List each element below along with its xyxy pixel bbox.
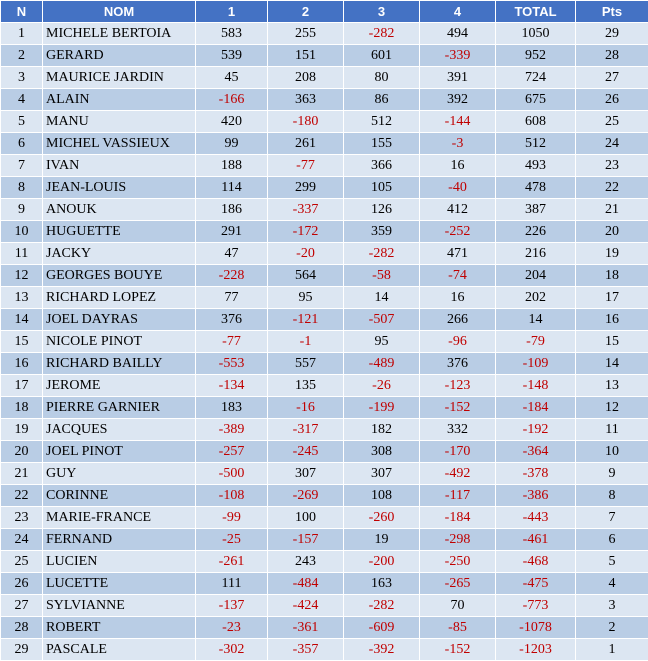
cell-round-1: -500 bbox=[196, 463, 268, 485]
cell-round-1: 539 bbox=[196, 45, 268, 67]
cell-n: 21 bbox=[1, 463, 43, 485]
cell-round-4: -117 bbox=[420, 485, 496, 507]
cell-round-1: 45 bbox=[196, 67, 268, 89]
cell-nom: LUCIEN bbox=[43, 551, 196, 573]
cell-round-4: 266 bbox=[420, 309, 496, 331]
cell-round-3: -199 bbox=[344, 397, 420, 419]
cell-nom: RICHARD BAILLY bbox=[43, 353, 196, 375]
table-row bbox=[1, 265, 648, 287]
cell-total: 14 bbox=[496, 309, 576, 331]
cell-nom: MANU bbox=[43, 111, 196, 133]
table-row bbox=[1, 133, 648, 155]
cell-pts: 22 bbox=[576, 177, 648, 199]
cell-n: 25 bbox=[1, 551, 43, 573]
cell-pts: 21 bbox=[576, 199, 648, 221]
cell-nom: HUGUETTE bbox=[43, 221, 196, 243]
cell-round-1: 188 bbox=[196, 155, 268, 177]
cell-total: -468 bbox=[496, 551, 576, 573]
header-round-2: 2 bbox=[268, 1, 344, 23]
cell-nom: NICOLE PINOT bbox=[43, 331, 196, 353]
cell-n: 3 bbox=[1, 67, 43, 89]
cell-round-1: -261 bbox=[196, 551, 268, 573]
cell-nom: JEROME bbox=[43, 375, 196, 397]
cell-round-2: 100 bbox=[268, 507, 344, 529]
cell-round-2: -245 bbox=[268, 441, 344, 463]
table-row bbox=[1, 331, 648, 353]
cell-round-2: 557 bbox=[268, 353, 344, 375]
table-row bbox=[1, 353, 648, 375]
cell-round-4: 16 bbox=[420, 287, 496, 309]
cell-nom: LUCETTE bbox=[43, 573, 196, 595]
table-row bbox=[1, 111, 648, 133]
cell-n: 18 bbox=[1, 397, 43, 419]
cell-round-2: 135 bbox=[268, 375, 344, 397]
table-row bbox=[1, 463, 648, 485]
cell-round-2: -172 bbox=[268, 221, 344, 243]
cell-round-1: 114 bbox=[196, 177, 268, 199]
table-body bbox=[1, 23, 648, 661]
cell-round-3: -58 bbox=[344, 265, 420, 287]
cell-pts: 17 bbox=[576, 287, 648, 309]
header-n: N bbox=[1, 1, 43, 23]
cell-round-4: -184 bbox=[420, 507, 496, 529]
cell-pts: 26 bbox=[576, 89, 648, 111]
cell-round-4: 412 bbox=[420, 199, 496, 221]
cell-round-2: -121 bbox=[268, 309, 344, 331]
cell-round-2: -1 bbox=[268, 331, 344, 353]
cell-round-3: 182 bbox=[344, 419, 420, 441]
cell-total: -475 bbox=[496, 573, 576, 595]
cell-nom: IVAN bbox=[43, 155, 196, 177]
table-row bbox=[1, 485, 648, 507]
cell-nom: SYLVIANNE bbox=[43, 595, 196, 617]
cell-total: -79 bbox=[496, 331, 576, 353]
cell-round-4: 70 bbox=[420, 595, 496, 617]
cell-round-1: 186 bbox=[196, 199, 268, 221]
cell-round-2: 261 bbox=[268, 133, 344, 155]
cell-round-4: 471 bbox=[420, 243, 496, 265]
table-row bbox=[1, 639, 648, 661]
cell-pts: 7 bbox=[576, 507, 648, 529]
cell-round-2: 299 bbox=[268, 177, 344, 199]
cell-n: 12 bbox=[1, 265, 43, 287]
cell-round-4: 332 bbox=[420, 419, 496, 441]
cell-round-4: -265 bbox=[420, 573, 496, 595]
cell-round-2: 151 bbox=[268, 45, 344, 67]
header-pts: Pts bbox=[576, 1, 648, 23]
cell-n: 4 bbox=[1, 89, 43, 111]
cell-round-3: -507 bbox=[344, 309, 420, 331]
cell-round-2: -424 bbox=[268, 595, 344, 617]
cell-n: 27 bbox=[1, 595, 43, 617]
cell-round-3: -200 bbox=[344, 551, 420, 573]
cell-nom: JACQUES bbox=[43, 419, 196, 441]
cell-round-1: -166 bbox=[196, 89, 268, 111]
cell-round-2: -16 bbox=[268, 397, 344, 419]
cell-nom: JACKY bbox=[43, 243, 196, 265]
cell-pts: 23 bbox=[576, 155, 648, 177]
cell-n: 23 bbox=[1, 507, 43, 529]
table-row bbox=[1, 507, 648, 529]
cell-pts: 19 bbox=[576, 243, 648, 265]
cell-pts: 12 bbox=[576, 397, 648, 419]
cell-round-2: -157 bbox=[268, 529, 344, 551]
cell-round-1: -302 bbox=[196, 639, 268, 661]
cell-nom: MICHEL VASSIEUX bbox=[43, 133, 196, 155]
header-round-3: 3 bbox=[344, 1, 420, 23]
cell-n: 13 bbox=[1, 287, 43, 309]
cell-total: 724 bbox=[496, 67, 576, 89]
cell-n: 17 bbox=[1, 375, 43, 397]
cell-pts: 8 bbox=[576, 485, 648, 507]
table-row bbox=[1, 287, 648, 309]
cell-round-3: -282 bbox=[344, 23, 420, 45]
cell-total: 512 bbox=[496, 133, 576, 155]
cell-nom: ROBERT bbox=[43, 617, 196, 639]
cell-round-4: -74 bbox=[420, 265, 496, 287]
cell-pts: 6 bbox=[576, 529, 648, 551]
cell-total: -192 bbox=[496, 419, 576, 441]
cell-round-2: -180 bbox=[268, 111, 344, 133]
cell-n: 26 bbox=[1, 573, 43, 595]
cell-round-3: -489 bbox=[344, 353, 420, 375]
cell-n: 20 bbox=[1, 441, 43, 463]
header-total: TOTAL bbox=[496, 1, 576, 23]
cell-round-1: 583 bbox=[196, 23, 268, 45]
cell-nom: RICHARD LOPEZ bbox=[43, 287, 196, 309]
table-row bbox=[1, 595, 648, 617]
cell-round-1: -77 bbox=[196, 331, 268, 353]
cell-round-1: -134 bbox=[196, 375, 268, 397]
cell-total: 202 bbox=[496, 287, 576, 309]
cell-round-1: 77 bbox=[196, 287, 268, 309]
table-row bbox=[1, 23, 648, 45]
cell-round-3: 86 bbox=[344, 89, 420, 111]
cell-n: 11 bbox=[1, 243, 43, 265]
cell-nom: JOEL DAYRAS bbox=[43, 309, 196, 331]
cell-round-1: 420 bbox=[196, 111, 268, 133]
cell-nom: PIERRE GARNIER bbox=[43, 397, 196, 419]
cell-round-4: -170 bbox=[420, 441, 496, 463]
cell-n: 16 bbox=[1, 353, 43, 375]
cell-round-3: 601 bbox=[344, 45, 420, 67]
cell-round-4: 494 bbox=[420, 23, 496, 45]
cell-round-1: -389 bbox=[196, 419, 268, 441]
cell-n: 1 bbox=[1, 23, 43, 45]
cell-round-4: -40 bbox=[420, 177, 496, 199]
cell-pts: 2 bbox=[576, 617, 648, 639]
cell-round-2: -484 bbox=[268, 573, 344, 595]
cell-pts: 9 bbox=[576, 463, 648, 485]
cell-n: 5 bbox=[1, 111, 43, 133]
cell-round-1: -108 bbox=[196, 485, 268, 507]
cell-pts: 3 bbox=[576, 595, 648, 617]
cell-n: 6 bbox=[1, 133, 43, 155]
cell-round-4: -298 bbox=[420, 529, 496, 551]
cell-round-4: -144 bbox=[420, 111, 496, 133]
cell-pts: 29 bbox=[576, 23, 648, 45]
cell-n: 22 bbox=[1, 485, 43, 507]
cell-round-3: 359 bbox=[344, 221, 420, 243]
cell-total: 204 bbox=[496, 265, 576, 287]
cell-round-1: -137 bbox=[196, 595, 268, 617]
cell-round-3: -260 bbox=[344, 507, 420, 529]
cell-round-1: -257 bbox=[196, 441, 268, 463]
cell-round-3: -282 bbox=[344, 243, 420, 265]
cell-round-2: 255 bbox=[268, 23, 344, 45]
cell-pts: 5 bbox=[576, 551, 648, 573]
table-row bbox=[1, 573, 648, 595]
cell-total: -184 bbox=[496, 397, 576, 419]
cell-nom: ANOUK bbox=[43, 199, 196, 221]
cell-round-4: 16 bbox=[420, 155, 496, 177]
cell-round-2: -77 bbox=[268, 155, 344, 177]
cell-round-3: 105 bbox=[344, 177, 420, 199]
cell-pts: 20 bbox=[576, 221, 648, 243]
cell-round-1: 183 bbox=[196, 397, 268, 419]
table-row bbox=[1, 155, 648, 177]
header-row bbox=[1, 1, 648, 23]
cell-round-3: 163 bbox=[344, 573, 420, 595]
cell-total: -109 bbox=[496, 353, 576, 375]
cell-n: 2 bbox=[1, 45, 43, 67]
cell-round-4: -492 bbox=[420, 463, 496, 485]
cell-pts: 1 bbox=[576, 639, 648, 661]
cell-nom: ALAIN bbox=[43, 89, 196, 111]
cell-round-3: 108 bbox=[344, 485, 420, 507]
cell-n: 15 bbox=[1, 331, 43, 353]
cell-total: 608 bbox=[496, 111, 576, 133]
cell-total: 493 bbox=[496, 155, 576, 177]
cell-round-3: 155 bbox=[344, 133, 420, 155]
cell-round-2: -20 bbox=[268, 243, 344, 265]
cell-round-2: 208 bbox=[268, 67, 344, 89]
cell-round-1: -99 bbox=[196, 507, 268, 529]
cell-round-4: 392 bbox=[420, 89, 496, 111]
cell-total: -443 bbox=[496, 507, 576, 529]
table-row bbox=[1, 89, 648, 111]
table-row bbox=[1, 529, 648, 551]
cell-nom: JOEL PINOT bbox=[43, 441, 196, 463]
table-row bbox=[1, 67, 648, 89]
cell-pts: 28 bbox=[576, 45, 648, 67]
cell-n: 28 bbox=[1, 617, 43, 639]
cell-round-3: -609 bbox=[344, 617, 420, 639]
cell-round-3: -26 bbox=[344, 375, 420, 397]
cell-n: 7 bbox=[1, 155, 43, 177]
cell-total: -364 bbox=[496, 441, 576, 463]
cell-total: 478 bbox=[496, 177, 576, 199]
cell-round-2: 363 bbox=[268, 89, 344, 111]
table-row bbox=[1, 199, 648, 221]
cell-pts: 25 bbox=[576, 111, 648, 133]
cell-n: 19 bbox=[1, 419, 43, 441]
cell-total: 216 bbox=[496, 243, 576, 265]
cell-round-2: -269 bbox=[268, 485, 344, 507]
cell-round-2: -361 bbox=[268, 617, 344, 639]
cell-round-4: -152 bbox=[420, 639, 496, 661]
cell-round-2: -317 bbox=[268, 419, 344, 441]
cell-round-2: 307 bbox=[268, 463, 344, 485]
cell-total: 1050 bbox=[496, 23, 576, 45]
cell-round-1: -553 bbox=[196, 353, 268, 375]
cell-round-1: 47 bbox=[196, 243, 268, 265]
cell-nom: MAURICE JARDIN bbox=[43, 67, 196, 89]
cell-total: -378 bbox=[496, 463, 576, 485]
cell-nom: FERNAND bbox=[43, 529, 196, 551]
header-round-1: 1 bbox=[196, 1, 268, 23]
table-row bbox=[1, 243, 648, 265]
cell-round-2: 95 bbox=[268, 287, 344, 309]
cell-round-3: 308 bbox=[344, 441, 420, 463]
cell-round-3: 19 bbox=[344, 529, 420, 551]
cell-n: 8 bbox=[1, 177, 43, 199]
cell-n: 14 bbox=[1, 309, 43, 331]
cell-pts: 15 bbox=[576, 331, 648, 353]
table-row bbox=[1, 177, 648, 199]
cell-nom: MICHELE BERTOIA bbox=[43, 23, 196, 45]
cell-round-4: 391 bbox=[420, 67, 496, 89]
cell-total: 675 bbox=[496, 89, 576, 111]
table-row bbox=[1, 375, 648, 397]
cell-round-3: 95 bbox=[344, 331, 420, 353]
cell-round-1: -25 bbox=[196, 529, 268, 551]
cell-round-3: 512 bbox=[344, 111, 420, 133]
cell-round-3: 80 bbox=[344, 67, 420, 89]
cell-round-4: -252 bbox=[420, 221, 496, 243]
table-row bbox=[1, 419, 648, 441]
cell-nom: GEORGES BOUYE bbox=[43, 265, 196, 287]
table-row bbox=[1, 221, 648, 243]
cell-round-1: 291 bbox=[196, 221, 268, 243]
table-row bbox=[1, 441, 648, 463]
cell-total: 226 bbox=[496, 221, 576, 243]
table-row bbox=[1, 397, 648, 419]
cell-round-1: -228 bbox=[196, 265, 268, 287]
cell-total: -1078 bbox=[496, 617, 576, 639]
cell-round-3: 126 bbox=[344, 199, 420, 221]
cell-round-2: 243 bbox=[268, 551, 344, 573]
cell-nom: GUY bbox=[43, 463, 196, 485]
cell-round-1: 99 bbox=[196, 133, 268, 155]
cell-round-4: -3 bbox=[420, 133, 496, 155]
cell-nom: MARIE-FRANCE bbox=[43, 507, 196, 529]
cell-n: 9 bbox=[1, 199, 43, 221]
cell-total: 387 bbox=[496, 199, 576, 221]
cell-round-4: -96 bbox=[420, 331, 496, 353]
cell-n: 24 bbox=[1, 529, 43, 551]
table-row bbox=[1, 45, 648, 67]
table-row bbox=[1, 551, 648, 573]
cell-pts: 16 bbox=[576, 309, 648, 331]
cell-total: -461 bbox=[496, 529, 576, 551]
cell-pts: 4 bbox=[576, 573, 648, 595]
cell-nom: GERARD bbox=[43, 45, 196, 67]
cell-pts: 18 bbox=[576, 265, 648, 287]
cell-round-3: -392 bbox=[344, 639, 420, 661]
header-nom: NOM bbox=[43, 1, 196, 23]
header-round-4: 4 bbox=[420, 1, 496, 23]
table-row bbox=[1, 617, 648, 639]
table-row bbox=[1, 309, 648, 331]
cell-round-3: 307 bbox=[344, 463, 420, 485]
cell-round-4: -85 bbox=[420, 617, 496, 639]
cell-nom: CORINNE bbox=[43, 485, 196, 507]
cell-round-3: 366 bbox=[344, 155, 420, 177]
cell-total: -1203 bbox=[496, 639, 576, 661]
cell-nom: PASCALE bbox=[43, 639, 196, 661]
cell-pts: 10 bbox=[576, 441, 648, 463]
cell-round-2: 564 bbox=[268, 265, 344, 287]
cell-n: 10 bbox=[1, 221, 43, 243]
cell-pts: 24 bbox=[576, 133, 648, 155]
cell-pts: 13 bbox=[576, 375, 648, 397]
cell-round-3: -282 bbox=[344, 595, 420, 617]
cell-pts: 27 bbox=[576, 67, 648, 89]
cell-round-2: -357 bbox=[268, 639, 344, 661]
cell-total: 952 bbox=[496, 45, 576, 67]
cell-total: -148 bbox=[496, 375, 576, 397]
cell-pts: 14 bbox=[576, 353, 648, 375]
cell-round-1: 376 bbox=[196, 309, 268, 331]
cell-round-3: 14 bbox=[344, 287, 420, 309]
cell-total: -386 bbox=[496, 485, 576, 507]
cell-round-4: -123 bbox=[420, 375, 496, 397]
cell-round-1: -23 bbox=[196, 617, 268, 639]
cell-round-4: 376 bbox=[420, 353, 496, 375]
cell-nom: JEAN-LOUIS bbox=[43, 177, 196, 199]
cell-n: 29 bbox=[1, 639, 43, 661]
cell-round-4: -339 bbox=[420, 45, 496, 67]
cell-round-1: 111 bbox=[196, 573, 268, 595]
cell-total: -773 bbox=[496, 595, 576, 617]
cell-pts: 11 bbox=[576, 419, 648, 441]
cell-round-2: -337 bbox=[268, 199, 344, 221]
cell-round-4: -152 bbox=[420, 397, 496, 419]
cell-round-4: -250 bbox=[420, 551, 496, 573]
